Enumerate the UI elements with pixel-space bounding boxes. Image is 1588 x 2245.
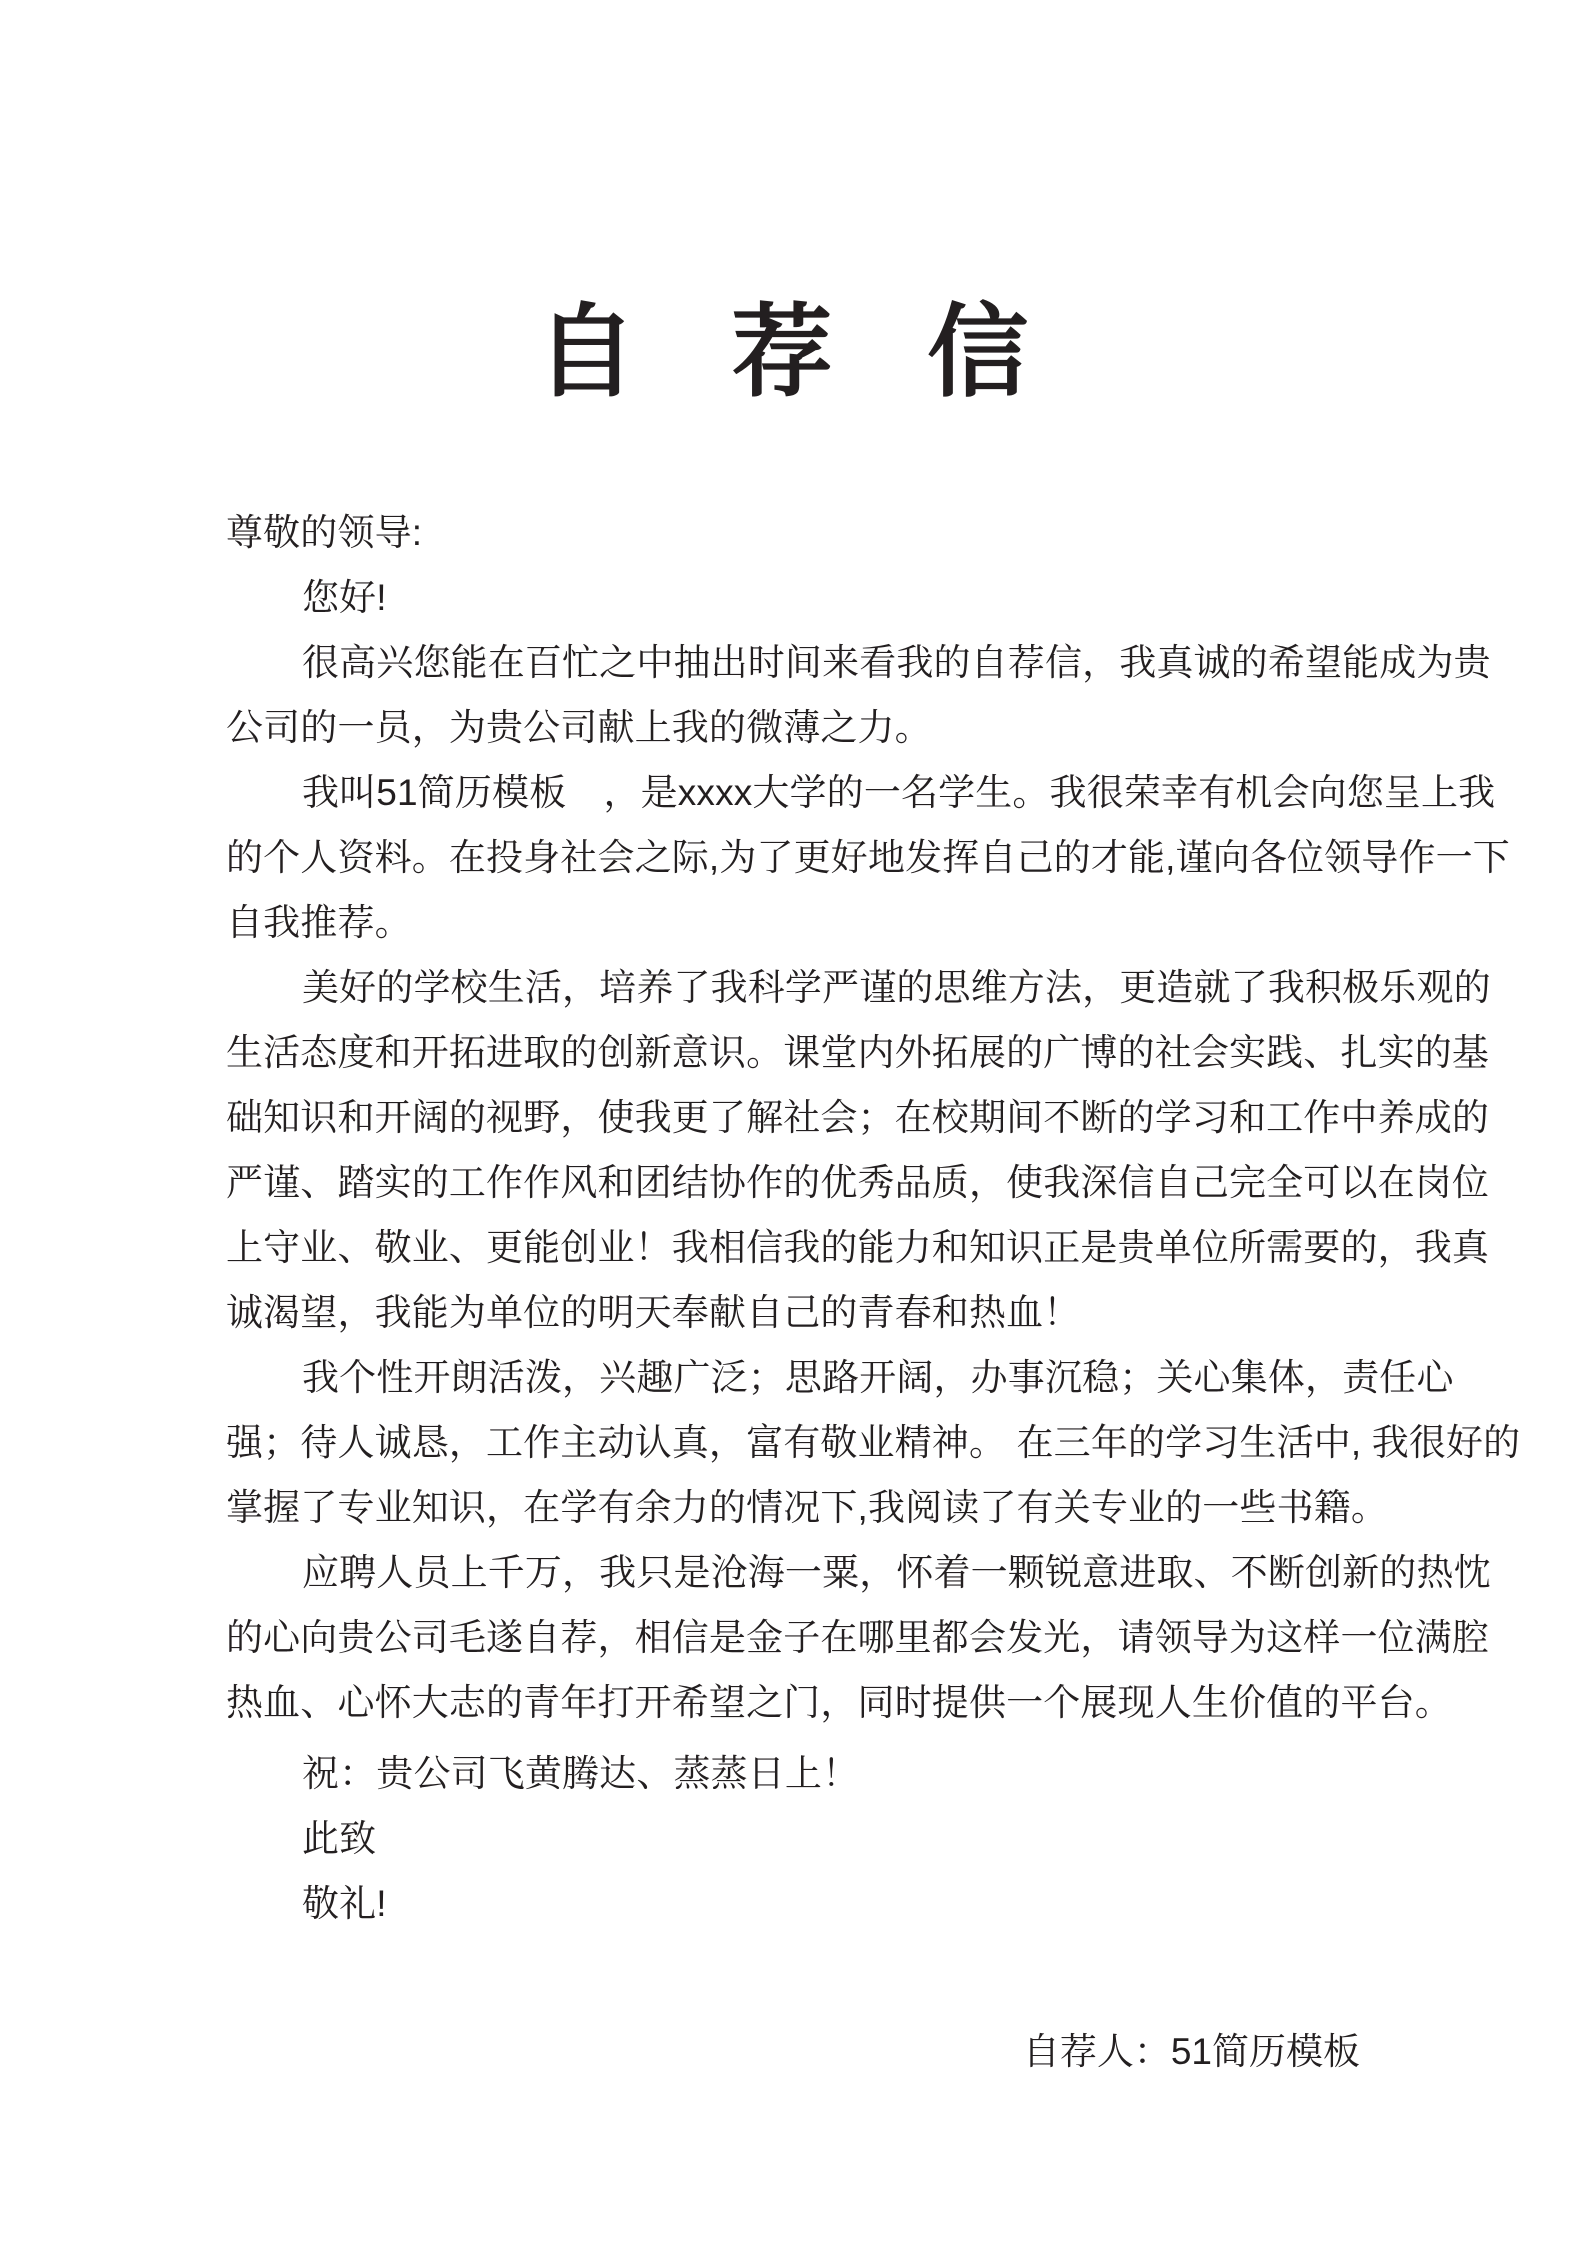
signature-container [0, 2024, 1588, 2080]
body-line: 公司的一员，为贵公司献上我的微薄之力。 [226, 707, 932, 748]
body-line: 强；待人诚恳，工作主动认真，富有敬业精神。 在三年的学习生活中, 我很好的 [226, 1422, 1521, 1463]
body-line: 应聘人员上千万，我只是沧海一粟，怀着一颗锐意进取、不断创新的热忱 [302, 1552, 1491, 1593]
body-line: 美好的学校生活，培养了我科学严谨的思维方法，更造就了我积极乐观的 [302, 967, 1491, 1008]
body-line: 的心向贵公司毛遂自荐，相信是金子在哪里都会发光，请领导为这样一位满腔 [226, 1617, 1490, 1658]
body-line: 我叫51简历模板 ，是xxxx大学的一名学生。我很荣幸有机会向您呈上我 [302, 772, 1496, 813]
body-line: 严谨、踏实的工作作风和团结协作的优秀品质，使我深信自己完全可以在岗位 [226, 1162, 1490, 1203]
body-line: 诚渴望，我能为单位的明天奉献自己的青春和热血！ [226, 1292, 1081, 1333]
page-title-container [0, 294, 1588, 413]
closing-line-cizhi: 此致 [302, 1818, 377, 1859]
page-title: 自 荐 信 [535, 297, 1062, 409]
body-line: 自我推荐。 [226, 902, 412, 943]
letter-body [226, 500, 1521, 1735]
body-line: 上守业、敬业、更能创业！我相信我的能力和知识正是贵单位所需要的，我真 [226, 1227, 1490, 1268]
body-line: 掌握了专业知识，在学有余力的情况下,我阅读了有关专业的一些书籍。 [226, 1487, 1389, 1528]
body-line: 生活态度和开拓进取的创新意识。课堂内外拓展的广博的社会实践、扎实的基 [226, 1032, 1490, 1073]
letter-closing [226, 1741, 1362, 1936]
body-line: 热血、心怀大志的青年打开希望之门，同时提供一个展现人生价值的平台。 [226, 1682, 1452, 1723]
body-line: 我个性开朗活泼，兴趣广泛；思路开阔，办事沉稳；关心集体，责任心 [302, 1357, 1454, 1398]
body-line: 础知识和开阔的视野，使我更了解社会；在校期间不断的学习和工作中养成的 [226, 1097, 1490, 1138]
body-line: 很高兴您能在百忙之中抽出时间来看我的自荐信，我真诚的希望能成为贵 [302, 642, 1491, 683]
closing-line-wish: 祝：贵公司飞黄腾达、蒸蒸日上！ [302, 1753, 860, 1794]
body-line: 的个人资料。在投身社会之际,为了更好地发挥自己的才能,谨向各位领导作一下 [226, 837, 1510, 878]
salutation: 尊敬的领导: [226, 512, 423, 553]
closing-line-jingli: 敬礼! [302, 1883, 387, 1924]
greeting: 您好! [302, 577, 387, 618]
signature: 自荐人：51简历模板 [1022, 2031, 1360, 2072]
